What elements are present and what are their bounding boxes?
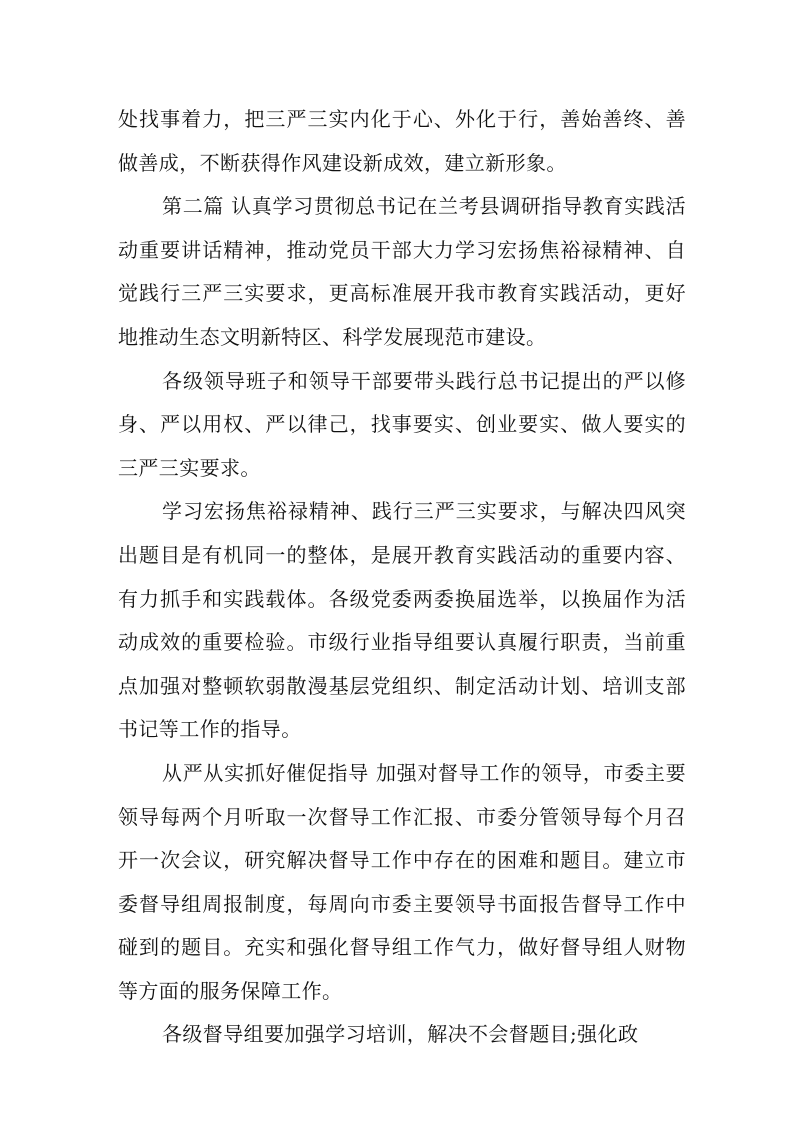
paragraph-1: 处找事着力，把三严三实内化于心、外化于行，善始善终、善做善成，不断获得作风建设新成效，建立新形象。 [118,107,686,175]
paragraph-6: 各级督导组要加强学习培训，解决不会督题目;强化政 [162,1022,639,1047]
document-body [118,98,686,1057]
paragraph-5: 从严从实抓好催促指导 加强对督导工作的领导，市委主要领导每两个月听取一次督导工作汇报、市委分管领导每个月召开一次会议，研究解决督导工作中存在的困难和题目。建立市委督导组周报制度，每周向市委主要领导书面报告督导工作中碰到的题目。充实和强化督导组工作气力，做好督导组人财物等方面的服务保障工作。 [118,760,686,1003]
paragraph-3: 各级领导班子和领导干部要带头践行总书记提出的严以修身、严以用权、严以律己，找事要实、创业要实、做人要实的三严三实要求。 [118,368,686,480]
paragraph-4: 学习宏扬焦裕禄精神、践行三严三实要求，与解决四风突出题目是有机同一的整体，是展开教育实践活动的重要内容、有力抓手和实践载体。各级党委两委换届选举，以换届作为活动成效的重要检验。市级行业指导组要认真履行职责，当前重点加强对整顿软弱散漫基层党组织、制定活动计划、培训支部书记等工作的指导。 [118,499,686,742]
paragraph-2: 第二篇 认真学习贯彻总书记在兰考县调研指导教育实践活动重要讲话精神，推动党员干部大力学习宏扬焦裕禄精神、自觉践行三严三实要求，更高标准展开我市教育实践活动，更好地推动生态文明新特区、科学发展现范市建设。 [118,194,686,349]
